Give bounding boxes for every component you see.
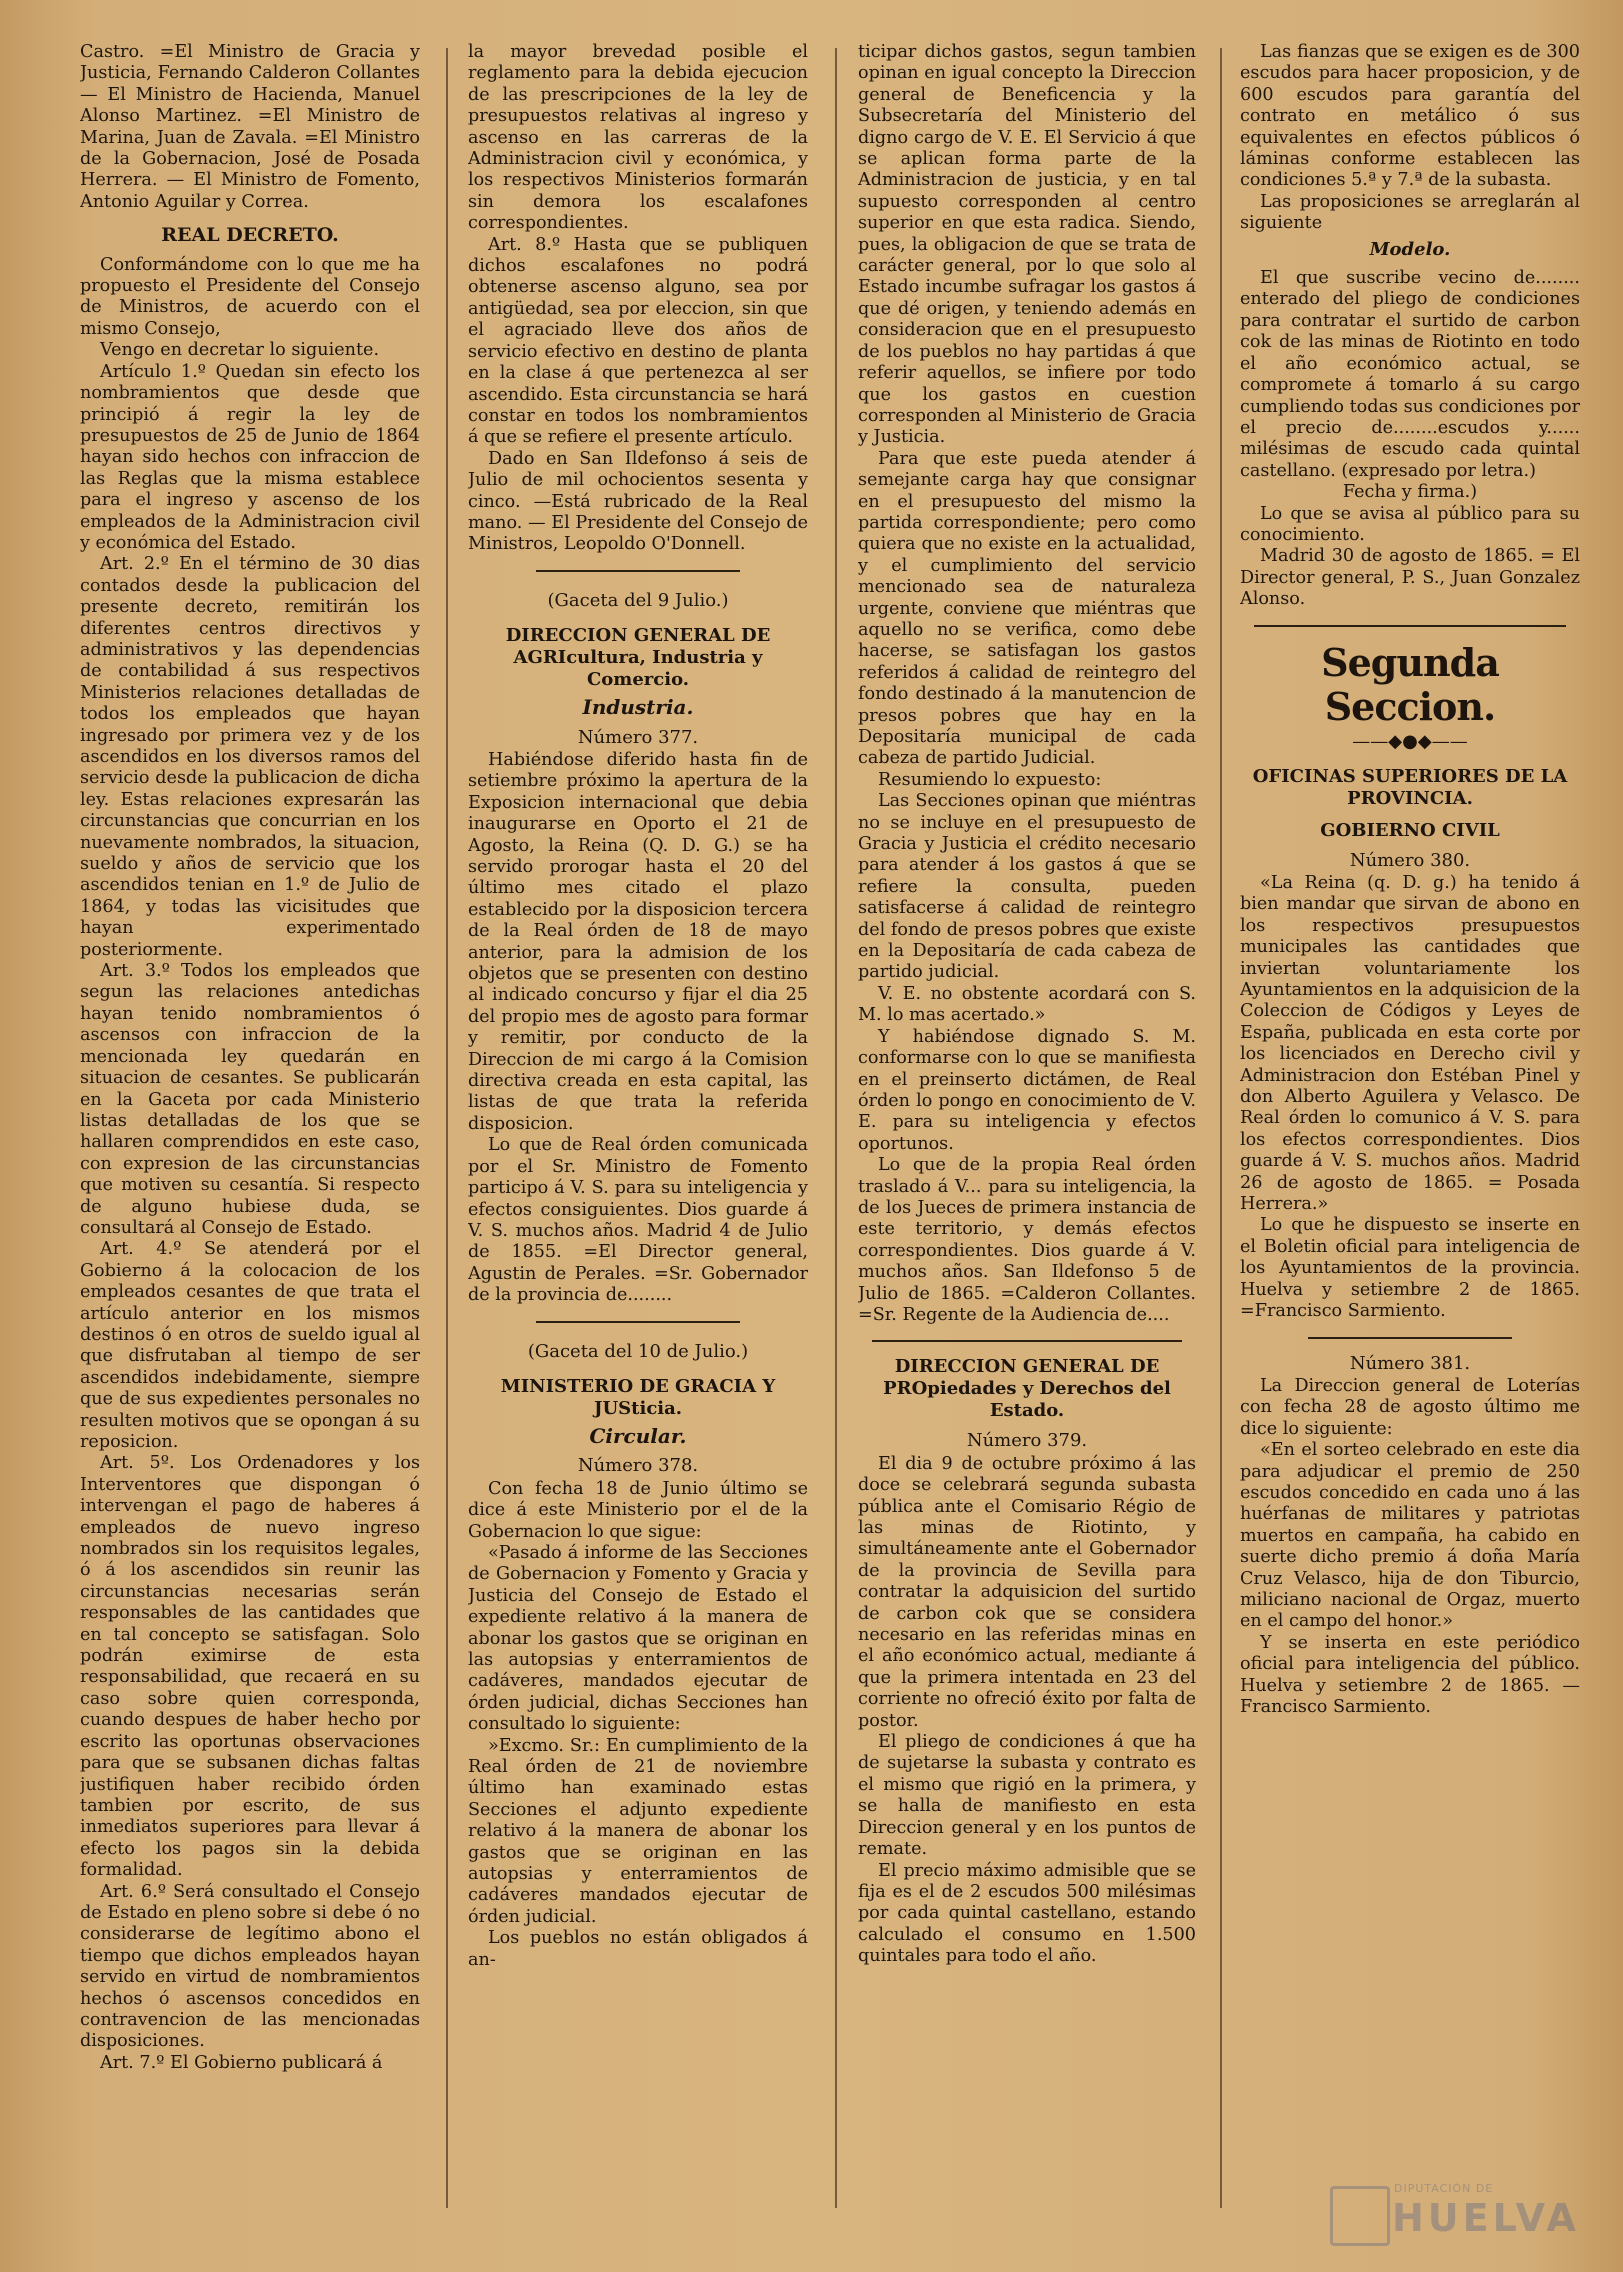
item-number: Número 378. [577,1455,699,1477]
item-number: Número 381. [1349,1352,1471,1374]
paragraph: Lo que de la propia Real órden traslado á V... para su inteligencia, la de los Jueces de primera instancia de este territorio, y demás efectos correspondientes. Dios guarde á V. muchos años. San Ildefonso 5 de Julio de 1865. =Calderon Collantes. =Sr. Regente de la Audiencia de.... [858,1155,1196,1325]
model-heading: Modelo. [1369,238,1451,260]
paragraph: «La Reina (q. D. g.) ha tenido á bien mandar que sirvan de abono en los respectivos presupuestos municipales las cantidades que inviertan voluntariamente los Ayuntamientos en la adquisicion de la Coleccion de Códigos y Leyes de España, publicada en esta corte por los licenciados en Derecho civil y Administracion don Estéban Pinel y don Alberto Aguilera y Velasco. De Real órden lo comunico á V. S. para los efectos correspondientes. Dios guarde á V. S. muchos años. Madrid 26 de agosto de 1865. = Posada Herrera.» [1240,872,1580,1215]
item-number: Número 380. [1349,849,1471,871]
column-2 [468,42,808,2242]
paragraph: Art. 8.º Hasta que se publiquen dichos escalafones no podrá obtenerse ascenso alguno, sea por antigüedad, sea por eleccion, sin que el agraciado lleve dos años de servicio efectivo en destino de planta en la clase á que pertenezca al ser ascendido. Esta circunstancia se hará constar en todos los nombramientos á que se refiere el presente artículo. [468,234,808,448]
watermark-label: DIPUTACIÓN DE [1394,2182,1494,2195]
paragraph: la mayor brevedad posible el reglamento para la debida ejecucion de las prescripciones de la ley de presupuestos relativas al ingreso y ascenso en las carreras de la Administracion civil y económica, y los respectivos Ministerios formarán sin demora los escalafones correspondientes. [468,42,808,234]
paragraph: Lo que se avisa al público para su conocimiento. [1240,503,1580,545]
paragraph: Art. 4.º Se atenderá por el Gobierno á la colocacion de los empleados cesantes de que trata el artículo anterior en los mismos destinos ó en otros de sueldo igual al que disfrutaban al tiempo de ser ascendidos indebidamente, siempre que de sus expedientes personales no resulten motivos que se opongan á su reposicion. [80,1239,420,1452]
section-heading: DIRECCION GENERAL DE PROpiedades y Derechos del Estado. [883,1356,1171,1422]
paragraph: Y habiéndose dignado S. M. conformarse con lo que se manifiesta en el preinserto dictámen, de Real órden lo pongo en conocimiento de V. E. para su inteligencia y efectos oportunos. [858,1026,1196,1154]
paragraph: El pliego de condiciones á que ha de sujetarse la subasta y contrato es el mismo que rigió en la primera, y se halla de manifiesto en esta Direccion general y en los puntos de remate. [858,1732,1196,1860]
item-number: Número 377. [577,726,699,748]
column-rule [835,48,837,2208]
gazette-reference: (Gaceta del 10 de Julio.) [527,1340,749,1362]
paragraph: Art. 5º. Los Ordenadores y los Interventores que dispongan ó intervengan el pago de haberes á empleados de nuevo ingreso nombrados sin los requisitos legales, ó á los ascendidos sin reunir las circunstancias necesarias serán responsables de las cantidades que en tal concepto se satisfagan. Solo podrán eximirse de esta responsabilidad, que recaerá en su caso sobre quien corresponda, cuando despues de haber hecho por escrito las oportunas observaciones para que se subsanen dichas faltas justifiquen haber recibido órden tambien por escrito, de sus inmediatos superiores para llevar á efecto los pagos sin la debida formalidad. [80,1453,420,1881]
paragraph: Y se inserta en este periódico oficial para inteligencia del público. Huelva y setiembre 2 de 1865. — Francisco Sarmiento. [1240,1632,1580,1717]
section-heading: GOBIERNO CIVIL [1320,819,1500,841]
paragraph: Los pueblos no están obligados á an- [468,1928,808,1970]
subsection-heading: Industria. [582,695,694,720]
paragraph: V. E. no obstente acordará con S. M. lo mas acertado.» [858,983,1196,1026]
paragraph: Conformándome con lo que me ha propuesto el Presidente del Consejo de Ministros, de acuerdo con el mismo Consejo, [80,254,420,339]
section-heading: OFICINAS SUPERIORES DE LA PROVINCIA. [1252,765,1568,809]
archive-watermark [1330,2180,1590,2250]
column-4 [1240,42,1580,2242]
paragraph: La Direccion general de Loterías con fecha 28 de agosto último me dice lo siguiente: [1240,1375,1580,1439]
paragraph: Madrid 30 de agosto de 1865. = El Director general, P. S., Juan Gonzalez Alonso. [1240,546,1580,610]
column-rule [1220,48,1222,2208]
paragraph: Resumiendo lo expuesto: [878,769,1102,790]
paragraph: Las proposiciones se arreglarán al siguiente [1240,191,1580,234]
divider [1308,1337,1512,1339]
paragraph: Habiéndose diferido hasta fin de setiembre próximo la apertura de la Exposicion internacional que debia inaugurarse en Oporto el 21 de Agosto, la Reina (Q. D. G.) se ha servido prorogar hasta el 20 del último mes citado el plazo establecido por la disposicion tercera de la Real órden de 18 de mayo anterior, para la admision de los objetos que se presenten con destino al indicado concurso y fijar el dia 25 del propio mes de agosto para formar y remitir, por conducto de la Direccion de mi cargo á la Comision directiva creada en esta capital, las listas de que trata la referida disposicion. [468,749,808,1134]
divider [1254,625,1567,627]
column-1 [80,42,420,2242]
section-title: Segunda Seccion. [1321,639,1499,729]
section-heading: MINISTERIO DE GRACIA Y JUSticia. [500,1375,776,1419]
crest-icon [1330,2186,1390,2246]
paragraph: Art. 7.º El Gobierno publicará á [100,2052,383,2073]
column-3 [858,42,1196,2242]
paragraph: Art. 6.º Será consultado el Consejo de Estado en pleno sobre si debe ó no considerarse de legítimo abono el tiempo que dichos empleados hayan servido en virtud de nombramientos hechos ó ascensos concedidos en contravencion de las mencionadas disposiciones. [80,1881,420,2052]
paragraph: «En el sorteo celebrado en este dia para adjudicar el premio de 250 escudos concedido en cada uno á las huérfanas de militares y patriotas muertos en campaña, ha cabido en suerte dicho premio á doña María Cruz Velasco, hija de don Tiburcio, miliciano nacional de Orgaz, muerto en el campo del honor.» [1240,1440,1580,1632]
signature-line: Fecha y firma.) [1342,482,1478,503]
signatories-paragraph: Castro. =El Ministro de Gracia y Justicia, Fernando Calderon Collantes — El Ministro de Hacienda, Manuel Alonso Martinez. =El Ministro de Marina, Juan de Zavala. =El Ministro de la Gobernacion, José de Posada Herrera. — El Ministro de Fomento, Antonio Aguilar y Correa. [80,42,420,212]
section-heading: DIRECCION GENERAL DE AGRIcultura, Industria y Comercio. [505,625,771,691]
divider [872,1340,1183,1342]
paragraph: «Pasado á informe de las Secciones de Gobernacion y Fomento y Gracia y Justicia del Consejo de Estado el expediente relativo á la manera de abonar los gastos que se originan en las autopsias y enterramientos de cadáveres, mandados ejecutar de órden judicial, dichas Secciones han consultado lo siguiente: [468,1542,808,1735]
subsection-heading: Circular. [589,1423,687,1448]
paragraph: Las fianzas que se exigen es de 300 escudos para hacer proposicion, y de 600 escudos para garantía del contrato en metálico ó sus equivalentes en efectos públicos ó láminas conforme establecen las condiciones 5.ª y 7.ª de la subasta. [1240,42,1580,191]
paragraph: Con fecha 18 de Junio último se dice á este Ministerio por el de la Gobernacion lo que sigue: [468,1478,808,1542]
section-heading: REAL DECRETO. [161,224,339,247]
paragraph: »Excmo. Sr.: En cumplimiento de la Real órden de 21 de noviembre último han examinado estas Secciones el adjunto expediente relativo á la manera de abonar los gastos que se originan en las autopsias y enterramientos de cadáveres mandados ejecutar de órden judicial. [468,1735,808,1927]
paragraph: Vengo en decretar lo siguiente. [100,340,380,361]
column-rule [446,48,448,2208]
paragraph: Las Secciones opinan que miéntras no se incluye en el presupuesto de Gracia y Justicia el crédito necesario para atender á los gastos á que se refiere la consulta, pueden satisfacerse á calidad de reintegro del fondo de presos pobres que existe en la Depositaría de cada cabeza de partido judicial. [858,791,1196,983]
paragraph: Lo que he dispuesto se inserte en el Boletin oficial para inteligencia de los Ayuntamientos de la provincia. Huelva y setiembre 2 de 1865. =Francisco Sarmiento. [1240,1215,1580,1322]
paragraph: El que suscribe vecino de........ enterado del pliego de condiciones para contratar el surtido de carbon cok de las minas de Riotinto en todo el año económico actual, se compromete á tomarlo á su cargo cumpliendo todas sus condiciones por el precio de........escudos y...... milésimas de escudo cada quintal castellano. (expresado por letra.) [1240,268,1580,481]
paragraph: Artículo 1.º Quedan sin efecto los nombramientos que desde que principió á regir la ley de presupuestos de 25 de Junio de 1864 hayan sido hechos con infraccion de las Reglas que la misma establece para el ingreso y ascenso de los empleados de la Administracion civil y económica del Estado. [80,361,420,553]
paragraph: ticipar dichos gastos, segun tambien opinan en igual concepto la Direccion general de Beneficencia y la Subsecretaría del Ministerio del digno cargo de V. E. El Servicio á que se aplican forma parte de la Administracion de justicia, y en tal supuesto corresponden al centro superior en que esta radica. Siendo, pues, la obligacion de que se trata de carácter general, por lo que solo al Estado incumbe sufragar los gastos á que dé origen, y teniendo además en consideracion que en el presupuesto de los pueblos no hay partidas á que referir aquellos, se infiere por todo que los gastos en cuestion corresponden al Ministerio de Gracia y Justicia. [858,42,1196,448]
paragraph: Art. 3.º Todos los empleados que segun las relaciones antedichas hayan tenido nombramientos ó ascensos con infraccion de la mencionada ley quedarán en situacion de cesantes. Se publicarán en la Gaceta por cada Ministerio listas detalladas de los que se hallaren comprendidos en este caso, con expresion de las circunstancias que motiven su cesantía. Si respecto de alguno hubiese duda, se consultará al Consejo de Estado. [80,961,420,1238]
watermark-title: HUELVA [1392,2196,1580,2240]
paragraph: El dia 9 de octubre próximo á las doce se celebrará segunda subasta pública ante el Comisario Régio de las minas de Riotinto, y simultáneamente ante el Gobernador de la provincia de Sevilla para contratar la adquisicion del surtido de carbon cok que se considera necesario en las referidas minas en el año económico actual, mediante á que la primera intentada en 23 del corriente no ofreció éxito por falta de postor. [858,1453,1196,1731]
divider [536,570,740,572]
ornament-divider: ——◆●◆—— [1352,730,1468,752]
paragraph: Art. 2.º En el término de 30 dias contados desde la publicacion del presente decreto, remitirán los diferentes centros directivos y administrativos y las dependencias de contabilidad á sus respectivos Ministerios relaciones detalladas de todos los empleados que hayan ingresado por primera vez y de los ascendidos en los diversos ramos del servicio desde la publicacion de dicha ley. Estas relaciones expresarán las circunstancias que concurrian en los nuevamente nombrados, la situacion, sueldo y años de servicio que los ascendidos tenian en 1.º de Julio de 1864, y todas las vicisitudes que hayan experimentado posteriormente. [80,554,420,960]
paragraph: El precio máximo admisible que se fija es el de 2 escudos 500 milésimas por cada quintal castellano, estando calculado el consumo en 1.500 quintales para todo el año. [858,1860,1196,1967]
paragraph: Dado en San Ildefonso á seis de Julio de mil ochocientos sesenta y cinco. —Está rubricado de la Real mano. — El Presidente del Consejo de Ministros, Leopoldo O'Donnell. [468,448,808,555]
item-number: Número 379. [966,1430,1088,1452]
divider [536,1321,740,1323]
paragraph: Lo que de Real órden comunicada por el Sr. Ministro de Fomento participo á V. S. para su inteligencia y efectos consiguientes. Dios guarde á V. S. muchos años. Madrid 4 de Julio de 1855. =El Director general, Agustin de Perales. =Sr. Gobernador de la provincia de........ [468,1135,808,1306]
gazette-reference: (Gaceta del 9 Julio.) [547,589,729,611]
paragraph: Para que este pueda atender á semejante carga hay que consignar en el presupuesto del mismo la partida correspondiente; pero como quiera que no existe en la actualidad, y el cumplimiento del servicio mencionado sea de naturaleza urgente, conviene que miéntras que aquello no se verifica, como debe hacerse, se satisfagan los gastos referidos á calidad de reintegro del fondo destinado á la manutencion de presos pobres que hay en la Depositaría municipal de cada cabeza de partido Judicial. [858,448,1196,769]
